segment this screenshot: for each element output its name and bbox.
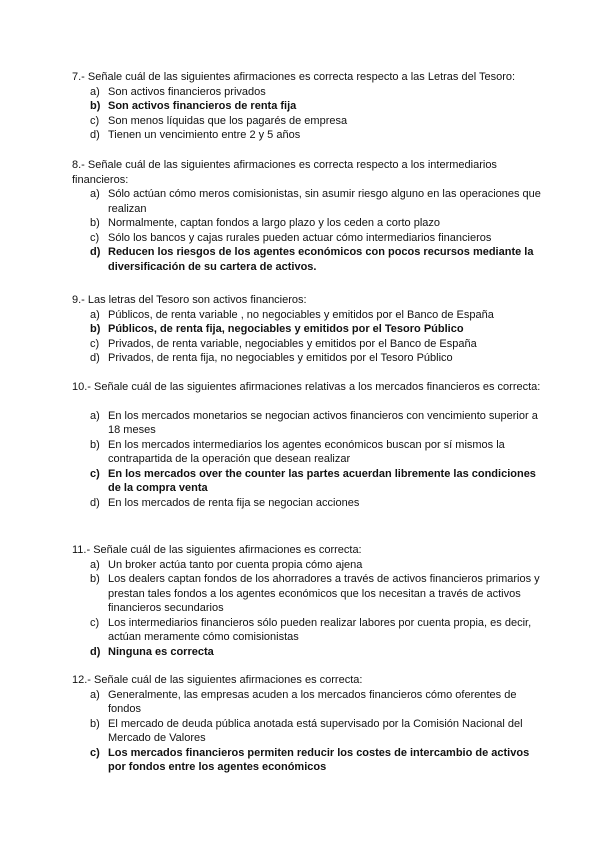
option-letter: d) [90, 246, 101, 258]
question-9-option-c [90, 337, 542, 352]
option-text: Ninguna es correcta [108, 645, 214, 658]
option-letter: a) [90, 688, 100, 701]
question-10-option-b [90, 438, 542, 467]
option-text: Públicos, de renta variable , no negociables y emitidos por el Banco de España [108, 308, 494, 321]
option-letter: a) [90, 409, 100, 422]
option-text: Los intermediarios financieros sólo pueden realizar labores por cuenta propia, es decir, actúan meramente cómo comisionistas [108, 616, 532, 643]
question-9-option-b [90, 322, 542, 337]
question-8-option-b [90, 216, 542, 231]
option-letter: b) [90, 217, 100, 229]
option-letter: a) [90, 558, 100, 571]
option-letter: b) [90, 573, 100, 585]
spacer [72, 395, 542, 409]
option-text: Tienen un vencimiento entre 2 y 5 años [108, 129, 301, 141]
option-text: Los dealers captan fondos de los ahorradores a través de activos financieros primarios y prestan tales fondos a los agentes económicos que los necesitan a través de activos financieros secundarios [108, 573, 540, 614]
question-9-stem: 9.- Las letras del Tesoro son activos financieros: [72, 294, 307, 306]
option-letter: c) [90, 616, 100, 629]
question-11 [72, 543, 542, 659]
option-text: En los mercados over the counter las partes acuerdan libremente las condiciones de la compra venta [108, 467, 536, 494]
question-8-option-d [90, 245, 542, 274]
question-8 [72, 158, 542, 274]
question-7-option-c [90, 114, 542, 129]
option-letter: a) [90, 85, 100, 98]
option-text: Generalmente, las empresas acuden a los mercados financieros cómo oferentes de fondos [108, 688, 517, 715]
option-text: En los mercados intermediarios los agentes económicos buscan por sí mismos la contrapartida de la operación que desean realizar [108, 438, 505, 465]
question-12-option-c [90, 746, 542, 775]
question-9 [72, 293, 542, 366]
option-letter: b) [90, 323, 101, 335]
option-letter: a) [90, 308, 100, 321]
option-text: Son activos financieros privados [108, 85, 266, 98]
question-12-option-b [90, 717, 542, 746]
question-9-option-d [90, 351, 542, 366]
option-text: Un broker actúa tanto por cuenta propia cómo ajena [108, 558, 363, 571]
question-12-option-a [90, 688, 542, 717]
question-7-option-d [90, 128, 542, 143]
question-8-stem: 8.- Señale cuál de las siguientes afirmaciones es correcta respecto a los intermediarios financieros: [72, 159, 497, 186]
question-10-option-d [90, 496, 542, 511]
option-text: En los mercados monetarios se negocian activos financieros con vencimiento superior a 18 meses [108, 409, 538, 436]
option-text: Públicos, de renta fija, negociables y emitidos por el Tesoro Público [108, 323, 464, 335]
option-text: Reducen los riesgos de los agentes económicos con pocos recursos mediante la diversificación de su cartera de activos. [108, 246, 534, 273]
question-12-stem: 12.- Señale cuál de las siguientes afirmaciones es correcta: [72, 674, 363, 686]
option-text: Los mercados financieros permiten reducir los costes de intercambio de activos por fondos entre los agentes económicos [108, 746, 530, 773]
question-7-stem: 7.- Señale cuál de las siguientes afirmaciones es correcta respecto a las Letras del Tesoro: [72, 71, 516, 83]
option-text: Sólo los bancos y cajas rurales pueden actuar cómo intermediarios financieros [108, 231, 492, 244]
question-8-option-c [90, 231, 542, 246]
option-letter: d) [90, 645, 101, 658]
option-letter: d) [90, 496, 100, 509]
question-11-option-d [90, 645, 542, 660]
question-11-stem: 11.- Señale cuál de las siguientes afirmaciones es correcta: [72, 544, 362, 556]
option-text: Privados, de renta fija, no negociables y emitidos por el Tesoro Público [108, 352, 453, 364]
option-letter: c) [90, 746, 100, 759]
option-text: Son menos líquidas que los pagarés de empresa [108, 114, 348, 127]
question-8-option-a [90, 187, 542, 216]
option-letter: d) [90, 352, 100, 364]
question-11-option-a [90, 558, 542, 573]
option-letter: c) [90, 114, 100, 127]
option-letter: c) [90, 337, 100, 350]
option-text: Son activos financieros de renta fija [108, 100, 297, 112]
option-letter: b) [90, 438, 100, 451]
question-7 [72, 70, 542, 143]
question-10 [72, 380, 542, 510]
question-10-option-c [90, 467, 542, 496]
option-letter: b) [90, 717, 100, 730]
option-letter: c) [90, 467, 100, 480]
question-7-option-b [90, 99, 542, 114]
question-10-stem: 10.- Señale cuál de las siguientes afirmaciones relativas a los mercados financieros es correcta: [72, 381, 541, 393]
option-text: El mercado de deuda pública anotada está supervisado por la Comisión Nacional del Mercado de Valores [108, 717, 523, 744]
option-text: Sólo actúan cómo meros comisionistas, sin asumir riesgo alguno en las operaciones que realizan [108, 188, 541, 215]
option-text: Privados, de renta variable, negociables y emitidos por el Banco de España [108, 337, 477, 350]
option-text: Normalmente, captan fondos a largo plazo y los ceden a corto plazo [108, 217, 441, 229]
question-12 [72, 673, 542, 775]
option-letter: d) [90, 129, 100, 141]
question-11-option-c [90, 616, 542, 645]
question-7-option-a [90, 85, 542, 100]
question-11-option-b [90, 572, 542, 616]
option-text: En los mercados de renta fija se negocian acciones [108, 496, 360, 509]
question-10-option-a [90, 409, 542, 438]
option-letter: a) [90, 188, 100, 200]
option-letter: c) [90, 231, 100, 244]
question-9-option-a [90, 308, 542, 323]
option-letter: b) [90, 100, 101, 112]
